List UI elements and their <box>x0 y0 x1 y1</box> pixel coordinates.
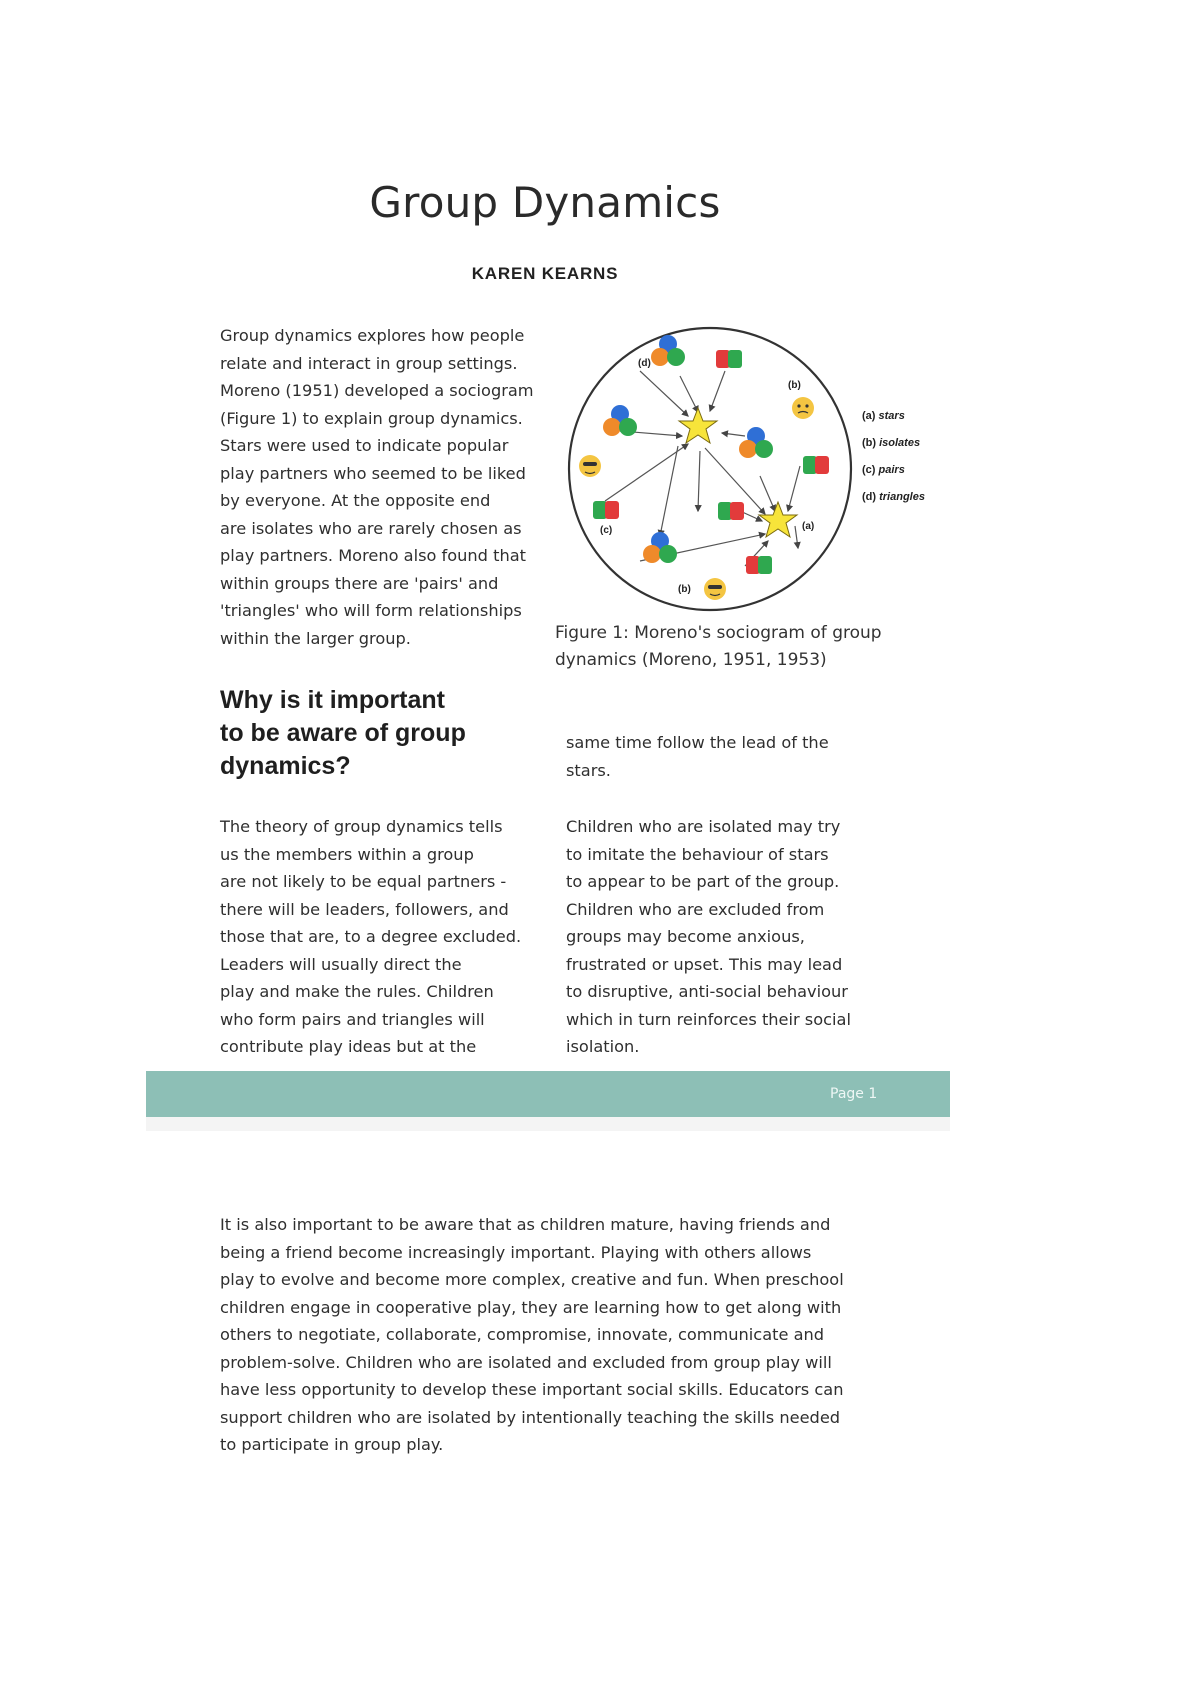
text-line: to disruptive, anti-social behaviour <box>566 982 848 1001</box>
text-line: support children who are isolated by intentionally teaching the skills needed <box>220 1407 841 1427</box>
text-line: to imitate the behaviour of stars <box>566 844 829 864</box>
text-line: us the members within a group <box>220 844 474 864</box>
text-line: The theory of group dynamics tells <box>220 817 503 836</box>
text-line: Leaders will usually direct the <box>220 954 462 974</box>
text-line: Why is it important <box>220 686 445 714</box>
sociogram-legend <box>862 410 952 518</box>
continuation-paragraph <box>566 729 906 784</box>
text-line: there will be leaders, followers, and <box>220 899 509 919</box>
text-line: by everyone. At the opposite end <box>220 491 491 510</box>
node-label-b-bottom: (b) <box>678 584 691 595</box>
intro-paragraph <box>220 322 540 652</box>
node-label-a: (a) <box>802 521 815 532</box>
text-line: stars. <box>566 760 611 780</box>
text-line: to participate in group play. <box>220 1435 444 1454</box>
text-line: to be aware of group <box>220 719 466 747</box>
legend-item-triangles: (d) triangles <box>862 491 925 503</box>
text-line: play partners. Moreno also found that <box>220 546 526 565</box>
text-line: groups may become anxious, <box>566 927 805 946</box>
text-line: same time follow the lead of the <box>566 733 829 752</box>
text-line: within groups there are 'pairs' and <box>220 573 499 593</box>
text-line: are not likely to be equal partners - <box>220 872 507 891</box>
text-line: which in turn reinforces their social <box>566 1009 851 1029</box>
text-line: play to evolve and become more complex, creative and fun. When preschool <box>220 1270 844 1289</box>
isolate-emoji-bottom-icon <box>704 578 726 600</box>
node-label-c: (c) <box>600 525 613 536</box>
legend-item-pairs: (c) pairs <box>862 464 905 476</box>
text-line: isolation. <box>566 1037 640 1056</box>
text-line: dynamics? <box>220 752 351 780</box>
text-line: problem-solve. Children who are isolated and excluded from group play will <box>220 1352 832 1372</box>
page-number: Page 1 <box>830 1086 878 1102</box>
text-line: others to negotiate, collaborate, compromise, innovate, communicate and <box>220 1325 825 1344</box>
node-label-b-top: (b) <box>788 380 801 391</box>
text-line: contribute play ideas but at the <box>220 1037 477 1056</box>
text-line: (Figure 1) to explain group dynamics. <box>220 408 523 428</box>
node-label-d: (d) <box>638 358 651 369</box>
text-line: Children who are isolated may try <box>566 817 841 836</box>
pair-cluster-right <box>803 456 829 474</box>
text-line: play and make the rules. Children <box>220 982 494 1001</box>
pair-cluster-top <box>716 350 742 368</box>
text-line: being a friend become increasingly important. Playing with others allows <box>220 1242 812 1262</box>
theory-paragraph <box>220 813 550 1061</box>
legend-item-isolates: (b) isolates <box>862 437 921 449</box>
text-line: children engage in cooperative play, they are learning how to get along with <box>220 1297 842 1317</box>
page-footer-shadow <box>146 1117 950 1131</box>
isolate-emoji-left-icon <box>579 455 601 477</box>
text-line: Children who are excluded from <box>566 899 825 919</box>
text-line: 'triangles' who will form relationships <box>220 601 522 620</box>
text-line: Moreno (1951) developed a sociogram <box>220 381 534 400</box>
text-line: play partners who seemed to be liked <box>220 463 526 483</box>
sociogram-figure <box>560 326 950 616</box>
legend-item-stars: (a) stars <box>862 410 905 422</box>
isolate-emoji-top-icon <box>792 397 814 419</box>
text-line: dynamics (Moreno, 1951, 1953) <box>555 650 827 670</box>
text-line: Group dynamics explores how people <box>220 326 525 345</box>
isolated-paragraph <box>566 813 906 1061</box>
pair-cluster-mid <box>718 502 744 520</box>
text-line: have less opportunity to develop these important social skills. Educators can <box>220 1380 844 1399</box>
document-title: Group Dynamics <box>369 178 721 227</box>
pair-cluster-bottom <box>746 556 772 574</box>
text-line: Figure 1: Moreno's sociogram of group <box>555 623 882 643</box>
text-line: It is also important to be aware that as children mature, having friends and <box>220 1215 831 1234</box>
page2-paragraph <box>220 1211 920 1459</box>
pair-cluster-left <box>593 501 619 519</box>
text-line: are isolates who are rarely chosen as <box>220 518 522 538</box>
text-line: to appear to be part of the group. <box>566 872 840 891</box>
text-line: those that are, to a degree excluded. <box>220 927 522 946</box>
text-line: who form pairs and triangles will <box>220 1009 485 1029</box>
text-line: Stars were used to indicate popular <box>220 436 509 455</box>
text-line: frustrated or upset. This may lead <box>566 954 843 974</box>
text-line: relate and interact in group settings. <box>220 353 518 373</box>
text-line: within the larger group. <box>220 628 411 648</box>
figure-caption <box>555 620 935 674</box>
section-heading <box>220 684 520 783</box>
author-name: KAREN KEARNS <box>471 264 619 283</box>
